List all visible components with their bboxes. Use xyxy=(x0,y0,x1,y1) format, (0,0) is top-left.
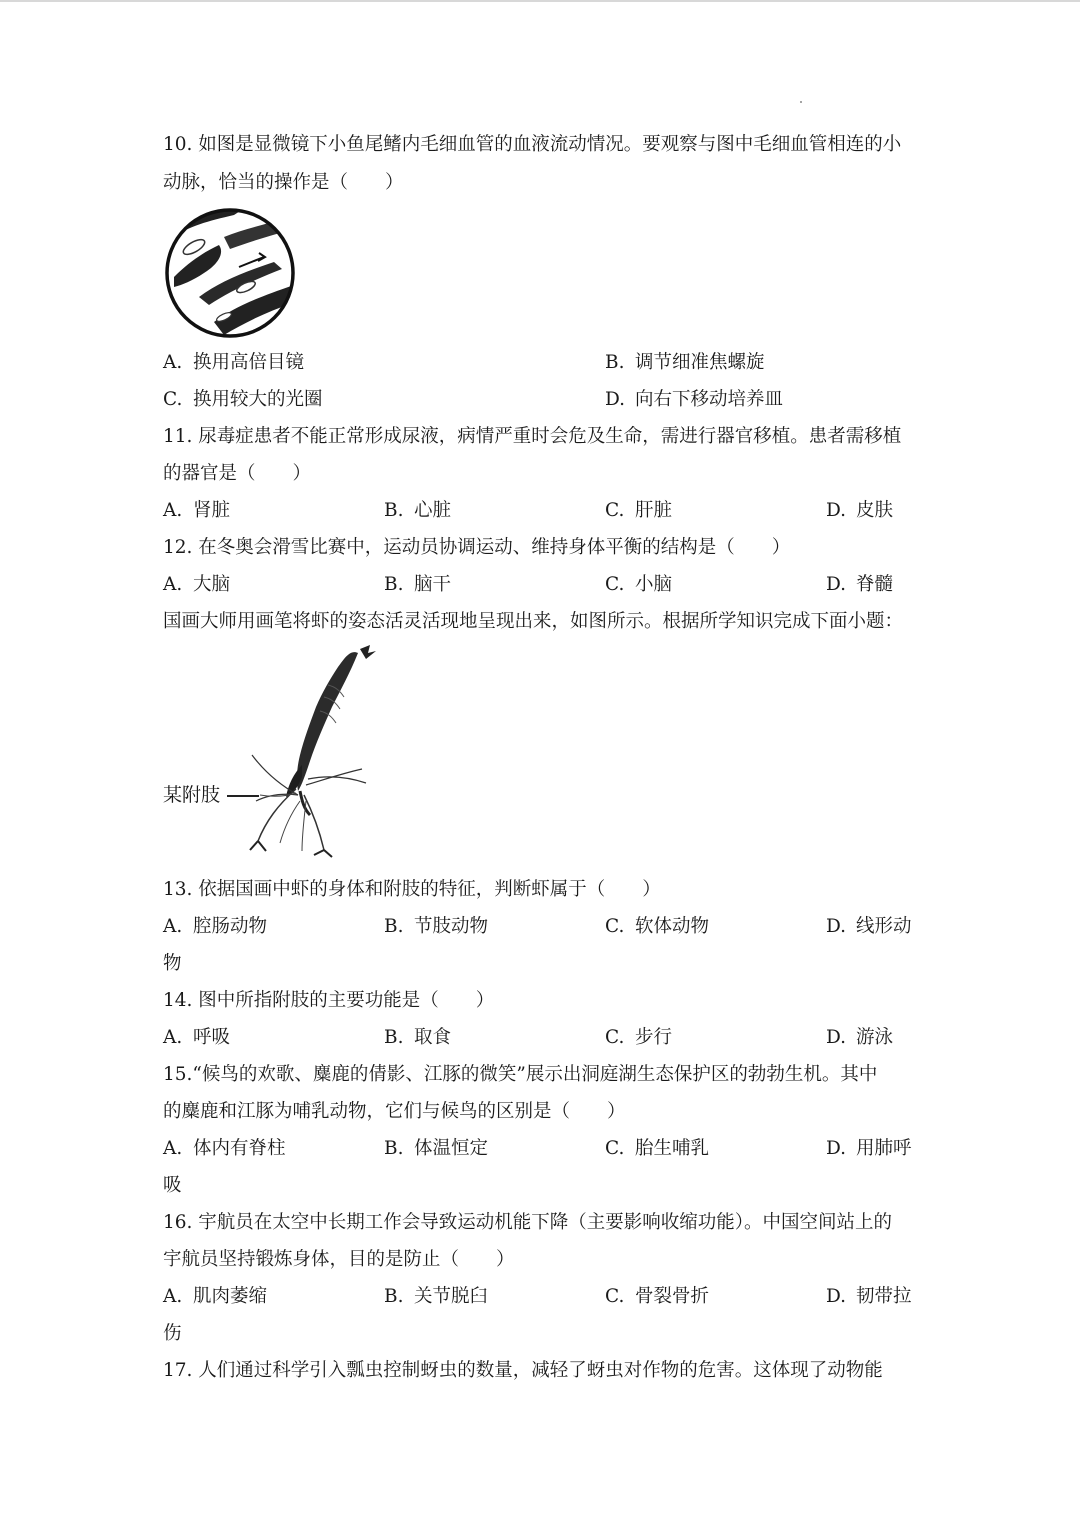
q16-stem-line-1: 16. 宇航员在太空中长期工作会导致运动机能下降（主要影响收缩功能）。中国空间站上的 xyxy=(163,1212,893,1233)
microscope-capillary-figure xyxy=(164,207,296,339)
q16-option-c: C. 骨裂骨折 xyxy=(605,1286,710,1307)
q13-option-a: A. 腔肠动物 xyxy=(163,916,268,937)
q17-stem: 17. 人们通过科学引入瓢虫控制蚜虫的数量，减轻了蚜虫对作物的危害。这体现了动物能 xyxy=(163,1360,883,1381)
q14-stem: 14. 图中所指附肢的主要功能是（ ） xyxy=(163,990,495,1011)
q12-option-b: B. 脑干 xyxy=(384,574,452,595)
shrimp-intro: 国画大师用画笔将虾的姿态活灵活现地呈现出来，如图所示。根据所学知识完成下面小题： xyxy=(163,611,904,632)
q13-option-d: D. 线形动 xyxy=(826,916,912,937)
appendage-label: 某附肢 xyxy=(163,784,221,806)
scan-speck xyxy=(800,101,802,103)
q12-stem: 12. 在冬奥会滑雪比赛中，运动员协调运动、维持身体平衡的结构是（ ） xyxy=(163,537,791,558)
q14-option-c: C. 步行 xyxy=(605,1027,673,1048)
q14-option-a: A. 呼吸 xyxy=(163,1027,231,1048)
q11-option-b: B. 心脏 xyxy=(384,500,452,521)
q14-option-b: B. 取食 xyxy=(384,1027,452,1048)
q13-stem: 13. 依据国画中虾的身体和附肢的特征，判断虾属于（ ） xyxy=(163,879,661,900)
q14-option-d: D. 游泳 xyxy=(826,1027,894,1048)
page-top-border xyxy=(0,0,1080,2)
q10-option-a: A. 换用高倍目镜 xyxy=(163,352,305,373)
q13-option-d-wrap: 物 xyxy=(163,953,182,974)
q12-option-c: C. 小脑 xyxy=(605,574,673,595)
q10-stem-line-1: 10. 如图是显微镜下小鱼尾鳍内毛细血管的血液流动情况。要观察与图中毛细血管相连的小 xyxy=(163,134,902,155)
q15-option-d-wrap: 吸 xyxy=(163,1175,182,1196)
q15-stem-line-2: 的麋鹿和江豚为哺乳动物，它们与候鸟的区别是（ ） xyxy=(163,1101,626,1122)
q16-option-d-wrap: 伤 xyxy=(163,1323,182,1344)
q10-option-d: D. 向右下移动培养皿 xyxy=(605,389,784,410)
q13-option-b: B. 节肢动物 xyxy=(384,916,489,937)
q16-option-b: B. 关节脱臼 xyxy=(384,1286,489,1307)
q11-option-c: C. 肝脏 xyxy=(605,500,673,521)
q16-option-d: D. 韧带拉 xyxy=(826,1286,912,1307)
q15-option-a: A. 体内有脊柱 xyxy=(163,1138,286,1159)
q12-option-a: A. 大脑 xyxy=(163,574,231,595)
q15-option-b: B. 体温恒定 xyxy=(384,1138,489,1159)
q11-stem-line-2: 的器官是（ ） xyxy=(163,463,312,484)
q10-stem-line-2: 动脉，恰当的操作是（ ） xyxy=(163,172,404,193)
shrimp-painting-figure xyxy=(240,645,390,860)
q15-option-d: D. 用肺呼 xyxy=(826,1138,912,1159)
q11-stem-line-1: 11. 尿毒症患者不能正常形成尿液，病情严重时会危及生命，需进行器官移植。患者需移植 xyxy=(163,426,902,447)
q15-stem-line-1: 15.“候鸟的欢歌、麋鹿的倩影、江豚的微笑”展示出洞庭湖生态保护区的勃勃生机。其中 xyxy=(163,1064,878,1085)
q10-option-b: B. 调节细准焦螺旋 xyxy=(605,352,765,373)
q16-stem-line-2: 宇航员坚持锻炼身体，目的是防止（ ） xyxy=(163,1249,515,1270)
q10-option-c: C. 换用较大的光圈 xyxy=(163,389,323,410)
q16-option-a: A. 肌肉萎缩 xyxy=(163,1286,268,1307)
q11-option-d: D. 皮肤 xyxy=(826,500,894,521)
appendage-pointer-line xyxy=(227,795,259,797)
q13-option-c: C. 软体动物 xyxy=(605,916,710,937)
q15-option-c: C. 胎生哺乳 xyxy=(605,1138,710,1159)
q12-option-d: D. 脊髓 xyxy=(826,574,894,595)
q11-option-a: A. 肾脏 xyxy=(163,500,231,521)
